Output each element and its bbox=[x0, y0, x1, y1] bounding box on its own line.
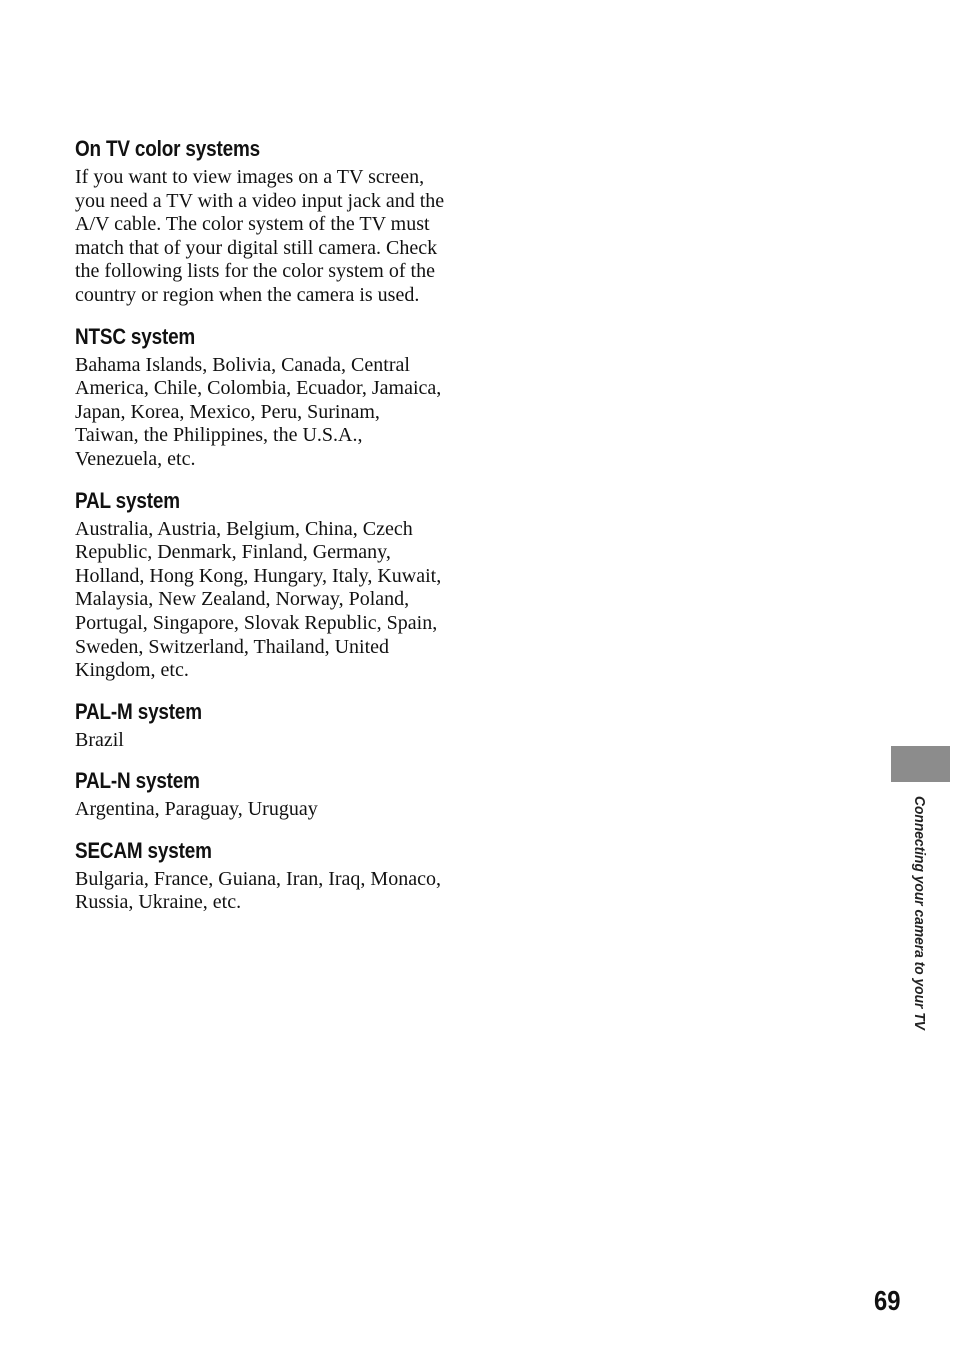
section-tv-color-systems bbox=[75, 134, 447, 308]
section-body: Australia, Austria, Belgium, China, Czech Republic, Denmark, Finland, Germany, Holland, Hong Kong, Hungary, Italy, Kuwait, Malaysia, New Zealand, Norway, Poland, Portugal, Singapore, Slovak Republic, Spain, Sweden, Switzerland, Thailand, United Kingdom, etc. bbox=[75, 517, 442, 682]
section-body: If you want to view images on a TV screen, you need a TV with a video input jack and the A/V cable. The color system of the TV must match that of your digital still camera. Check the following lists for the color system of the country or region when the camera is used. bbox=[75, 166, 445, 306]
section-body: Bulgaria, France, Guiana, Iran, Iraq, Monaco, Russia, Ukraine, etc. bbox=[75, 867, 441, 914]
section-body: Argentina, Paraguay, Uruguay bbox=[75, 798, 318, 821]
section-heading: SECAM system bbox=[75, 837, 212, 863]
chapter-side-label: Connecting your camera to your TV bbox=[911, 796, 928, 1030]
section-heading: PAL system bbox=[75, 487, 180, 513]
section-pal-n-system bbox=[75, 766, 447, 822]
page-number: 69 bbox=[874, 1285, 901, 1316]
section-heading: NTSC system bbox=[75, 323, 196, 349]
chapter-tab bbox=[891, 746, 950, 782]
section-pal-system bbox=[75, 486, 447, 683]
section-heading: PAL-M system bbox=[75, 698, 202, 724]
section-secam-system bbox=[75, 836, 447, 915]
section-body: Brazil bbox=[75, 728, 124, 751]
main-content bbox=[75, 134, 447, 929]
section-ntsc-system bbox=[75, 322, 447, 472]
section-heading: On TV color systems bbox=[75, 136, 260, 161]
section-body: Bahama Islands, Bolivia, Canada, Central America, Chile, Colombia, Ecuador, Jamaica, Japan, Korea, Mexico, Peru, Surinam, Taiwan, the Philippines, the U.S.A., Venezuela, etc. bbox=[75, 353, 442, 470]
section-heading: PAL-N system bbox=[75, 768, 200, 794]
section-pal-m-system bbox=[75, 697, 447, 753]
